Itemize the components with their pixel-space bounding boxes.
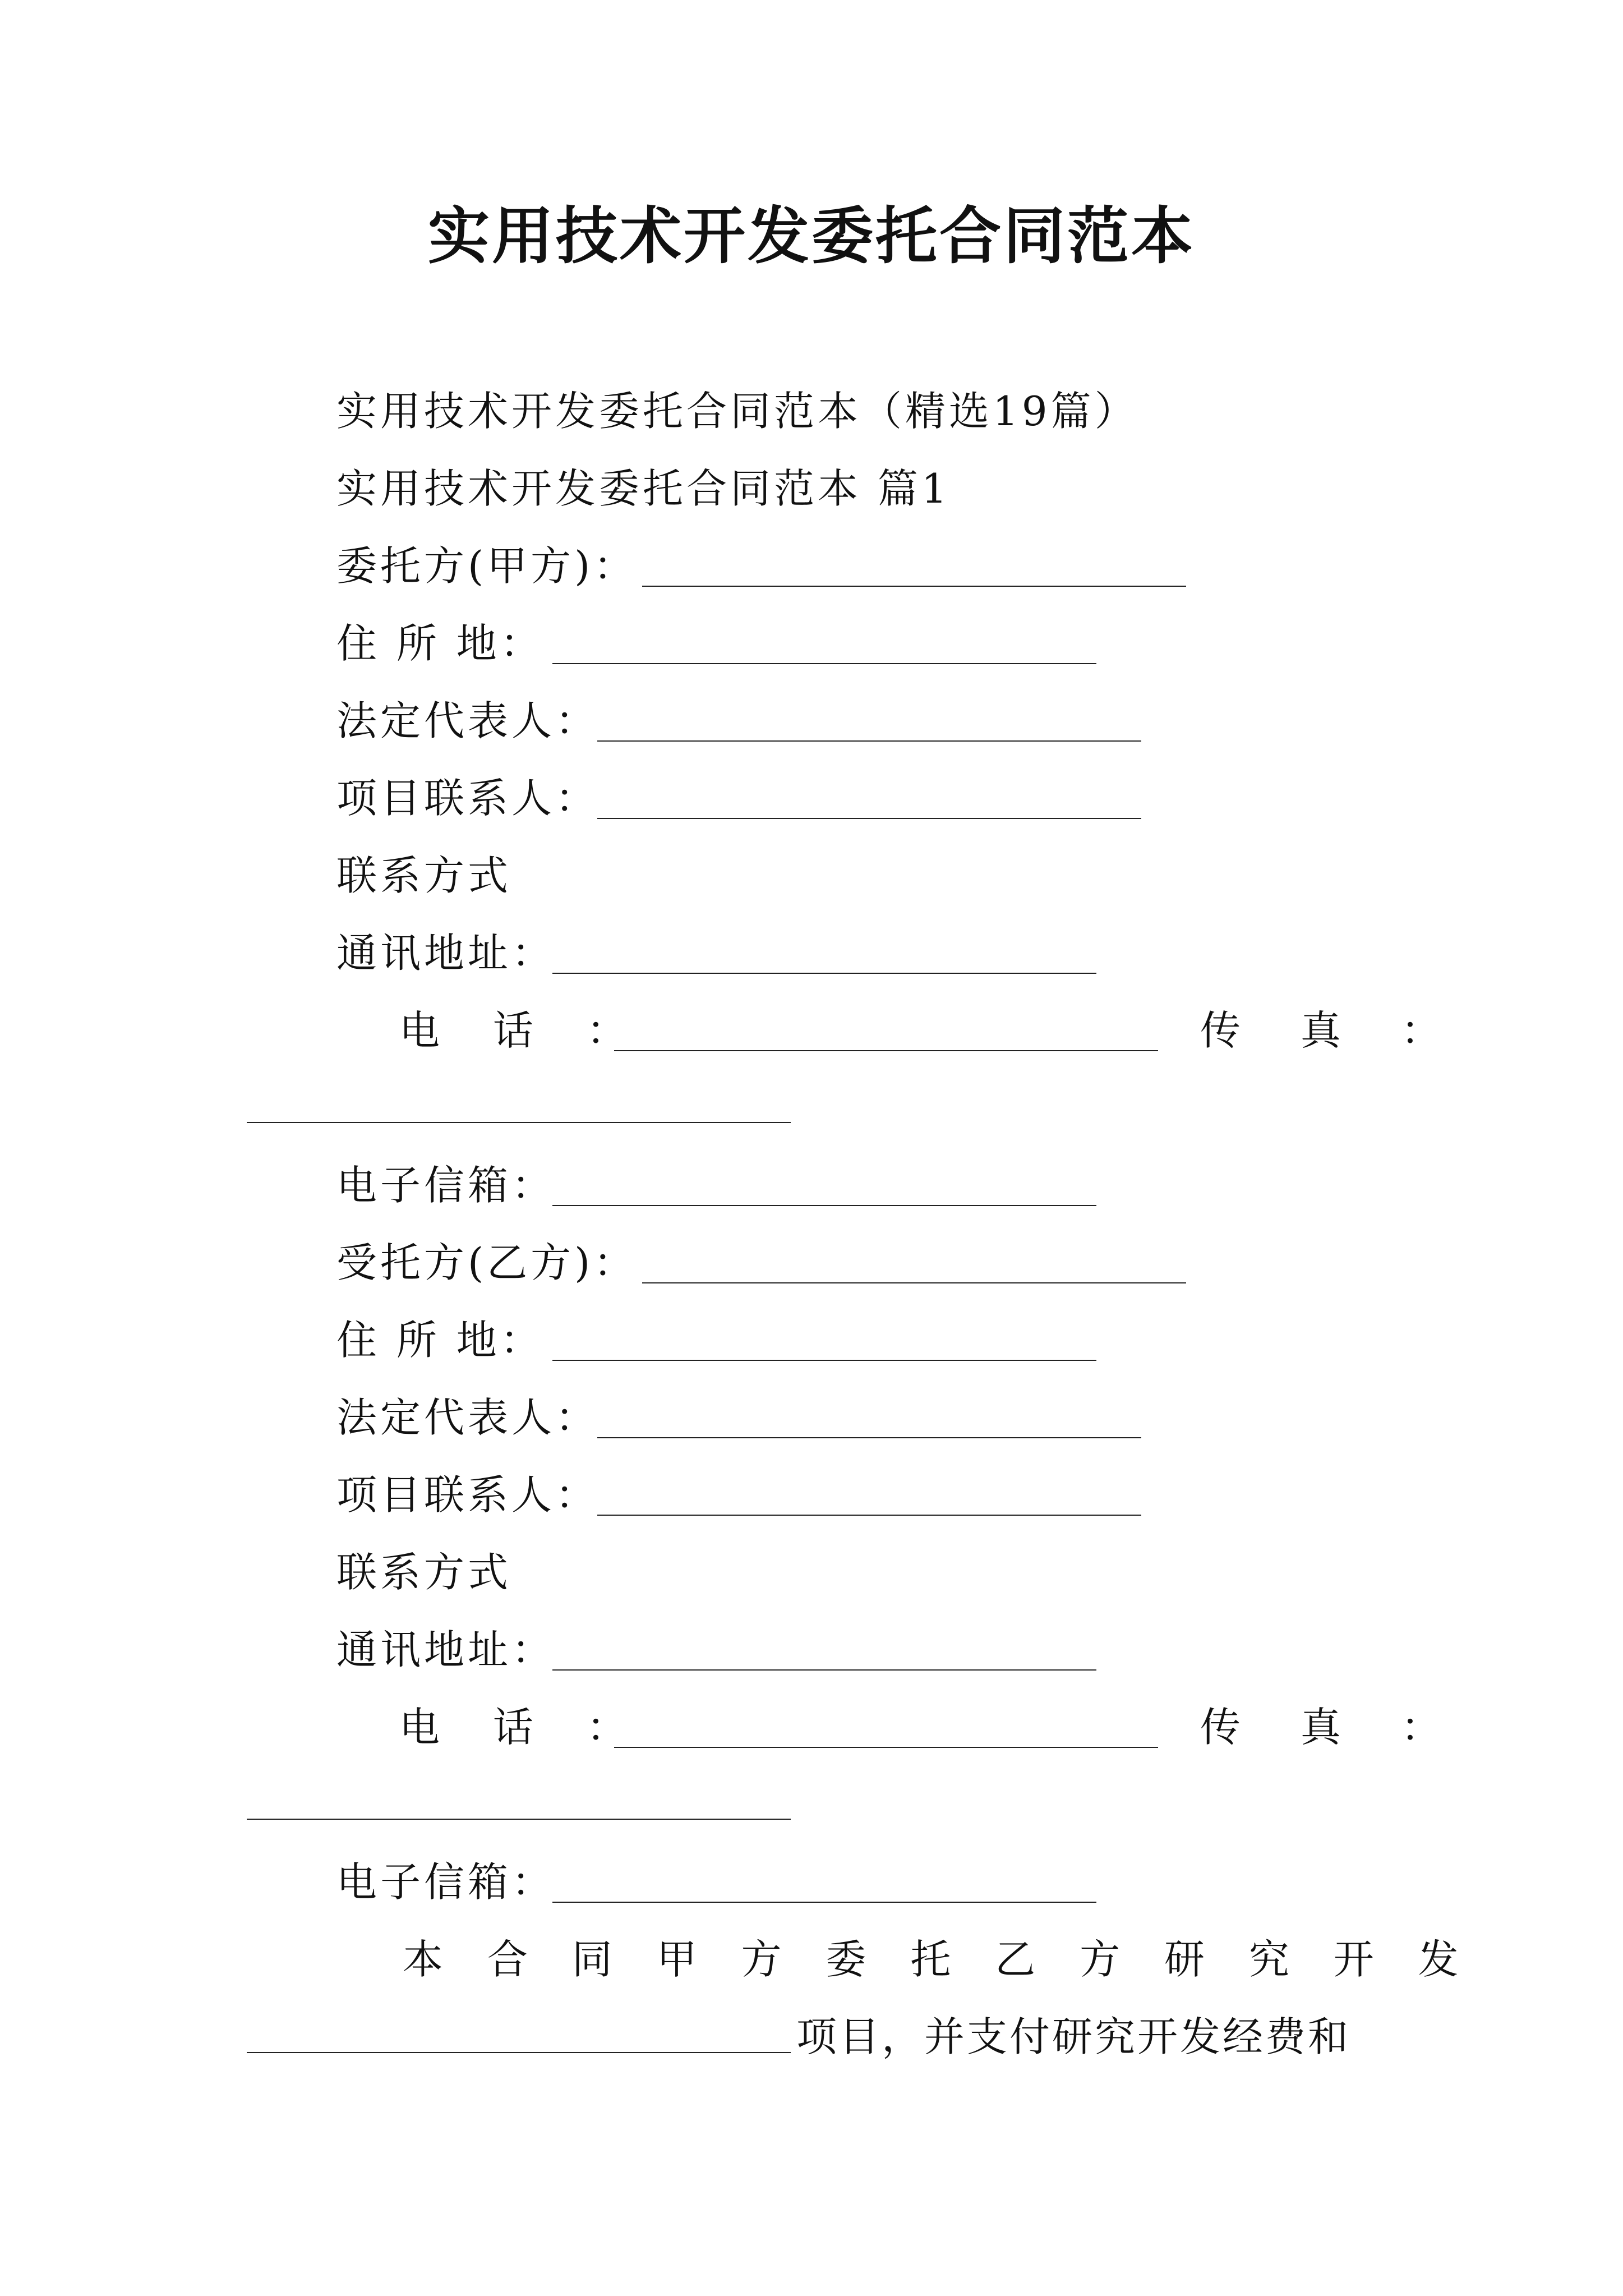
- party-a-mailing-address-label: 通讯地址：: [336, 930, 556, 977]
- party-b-contact-method-label: 联系方式: [336, 1549, 512, 1596]
- party-a-address-blank[interactable]: [552, 663, 1096, 664]
- party-a-contact-person-blank[interactable]: [597, 818, 1141, 819]
- party-b-fax-label: 传 真 ：: [1200, 1704, 1465, 1751]
- party-b-phone-label: 电 话 ：: [399, 1704, 647, 1751]
- party-b-legal-rep-label: 法定代表人：: [336, 1394, 600, 1441]
- party-a-label: 委托方(甲方)：: [336, 542, 638, 590]
- section-heading: 实用技术开发委托合同范本 篇1: [336, 465, 951, 512]
- party-b-email-blank[interactable]: [552, 1902, 1096, 1903]
- project-name-blank[interactable]: [247, 2052, 791, 2053]
- party-a-contact-person-label: 项目联系人：: [336, 775, 600, 822]
- party-a-address-label: 住 所 地：: [336, 620, 544, 667]
- party-a-phone-blank[interactable]: [614, 1050, 1158, 1051]
- party-a-name-blank[interactable]: [642, 586, 1186, 587]
- party-a-phone-label: 电 话 ：: [399, 1007, 647, 1054]
- party-b-address-blank[interactable]: [552, 1360, 1096, 1361]
- party-a-email-blank[interactable]: [552, 1205, 1096, 1206]
- party-b-label: 受托方(乙方)：: [336, 1239, 638, 1286]
- party-b-mailing-address-label: 通讯地址：: [336, 1626, 556, 1673]
- document-subtitle: 实用技术开发委托合同范本（精选19篇）: [336, 388, 1138, 435]
- party-a-email-label: 电子信箱：: [336, 1162, 556, 1209]
- party-b-contact-person-label: 项目联系人：: [336, 1471, 600, 1519]
- party-a-contact-method-label: 联系方式: [336, 852, 512, 899]
- body-text-line-1: 本 合 同 甲 方 委 托 乙 方 研 究 开 发: [403, 1936, 1474, 1983]
- party-a-fax-label: 传 真 ：: [1200, 1007, 1465, 1054]
- document-title: 实用技术开发委托合同范本: [428, 200, 1195, 272]
- party-b-address-label: 住 所 地：: [336, 1317, 544, 1364]
- party-b-legal-rep-blank[interactable]: [597, 1437, 1141, 1438]
- party-b-fax-blank[interactable]: [247, 1819, 791, 1820]
- party-b-name-blank[interactable]: [642, 1282, 1186, 1283]
- party-a-mailing-address-blank[interactable]: [552, 973, 1096, 974]
- party-b-mailing-address-blank[interactable]: [552, 1669, 1096, 1671]
- party-a-fax-blank[interactable]: [247, 1122, 791, 1123]
- party-b-email-label: 电子信箱：: [336, 1858, 556, 1906]
- party-a-legal-rep-label: 法定代表人：: [336, 697, 600, 744]
- party-b-phone-blank[interactable]: [614, 1747, 1158, 1748]
- body-text-line-2: 项目，并支付研究开发经费和: [796, 2013, 1351, 2060]
- party-b-contact-person-blank[interactable]: [597, 1515, 1141, 1516]
- party-a-legal-rep-blank[interactable]: [597, 740, 1141, 742]
